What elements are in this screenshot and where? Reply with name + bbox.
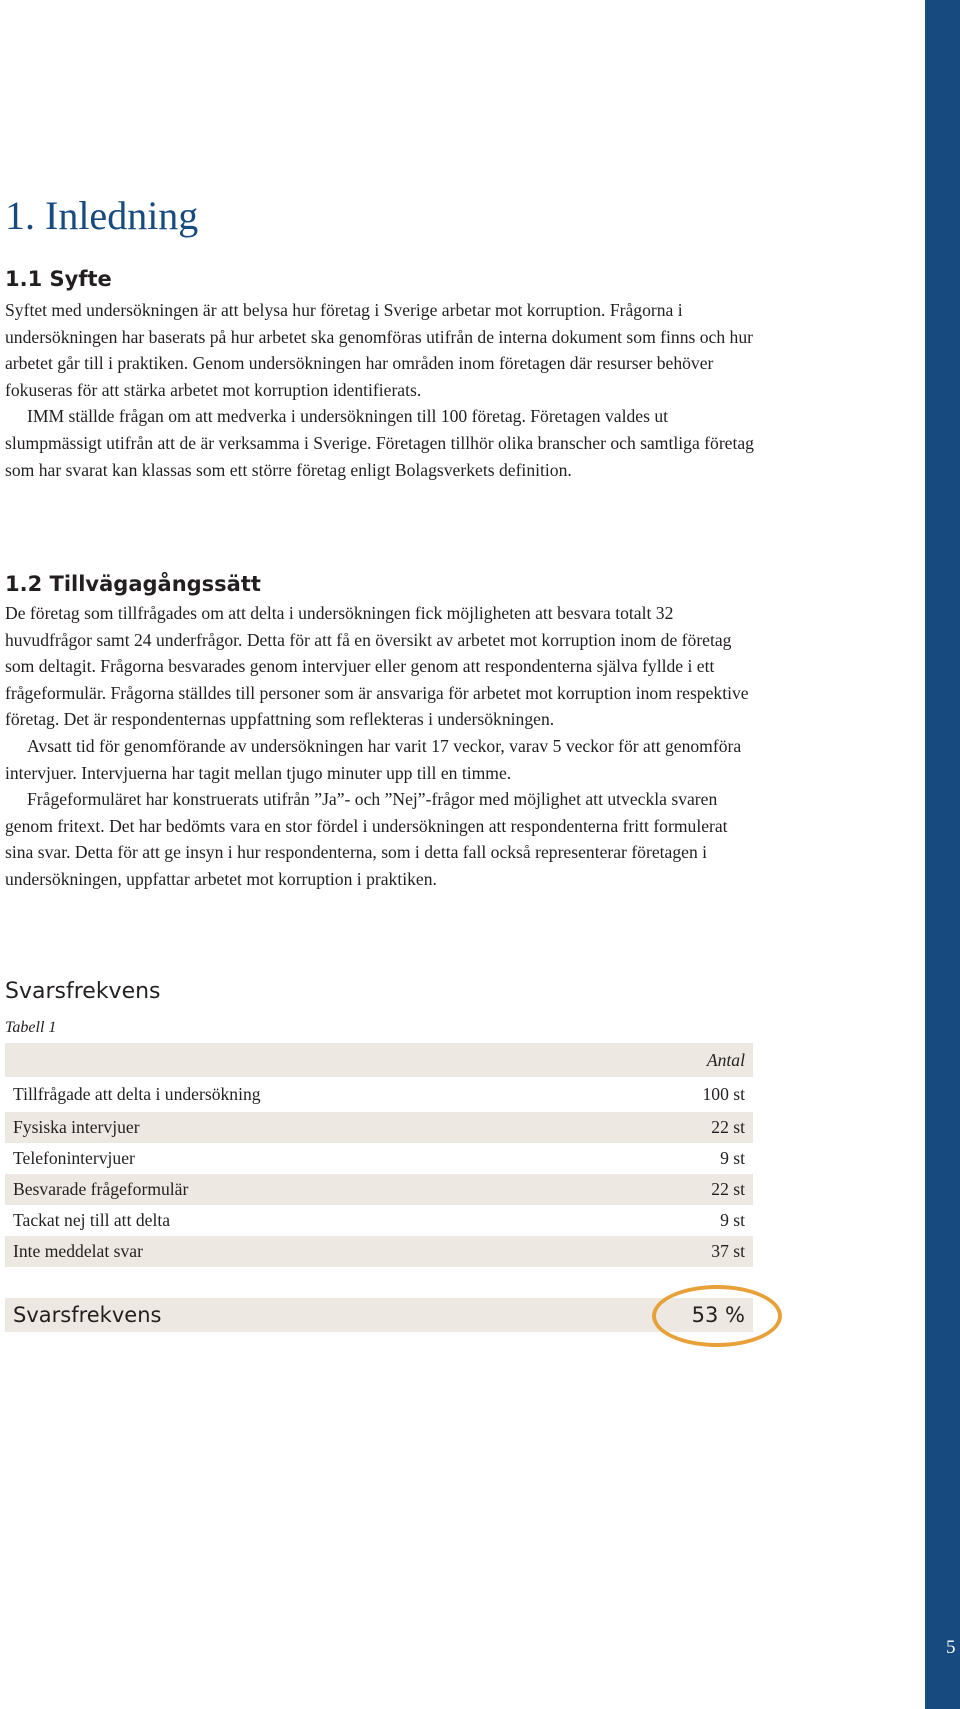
summary-label: Svarsfrekvens — [13, 1303, 162, 1327]
row-value: 100 st — [702, 1084, 745, 1104]
row-label: Fysiska intervjuer — [13, 1117, 140, 1137]
row-value: 22 st — [711, 1117, 745, 1137]
section-heading-syfte: 1.1 Syfte — [5, 267, 112, 291]
paragraph: De företag som tillfrågades om att delta i undersökningen fick möjligheten att besvara totalt 32 huvudfrågor samt 24 underfrågor. Detta för att få en översikt av arbetet mot korruption inom de företag som deltagit. Frågorna besvarades genom intervjuer eller genom att respondenterna själva fyllde i ett frågeformulär. Frågorna ställdes till personer som är ansvariga för arbetet mot korruption inom respektive företag. Det är respondenternas uppfattning som reflekteras i undersökningen. — [5, 603, 749, 730]
table-row — [5, 1143, 753, 1174]
row-label: Tillfrågade att delta i undersökning — [13, 1084, 261, 1104]
column-header-antal: Antal — [706, 1049, 745, 1070]
table-row — [5, 1205, 753, 1236]
row-label: Telefonintervjuer — [13, 1148, 135, 1168]
table-row — [5, 1112, 753, 1143]
section-body-tillvagagangssatt — [5, 600, 755, 893]
paragraph: Avsatt tid för genomförande av undersökningen har varit 17 veckor, varav 5 veckor för att genomföra intervjuer. Intervjuerna har tagit mellan tjugo minuter upp till en timme. — [5, 735, 742, 783]
section-heading-tillvagagangssatt: 1.2 Tillvägagångssätt — [5, 572, 261, 596]
row-value: 9 st — [720, 1148, 745, 1168]
table-row — [5, 1236, 753, 1267]
summary-value: 53 % — [691, 1303, 745, 1327]
page-number: 5 — [946, 1637, 956, 1658]
highlight-circle — [652, 1285, 782, 1347]
table-row — [5, 1174, 753, 1205]
chapter-title: 1. Inledning — [5, 193, 199, 238]
row-label: Besvarade frågeformulär — [13, 1179, 189, 1199]
table-caption: Tabell 1 — [5, 1019, 57, 1036]
table-header-row — [5, 1043, 753, 1077]
row-value: 22 st — [711, 1179, 745, 1199]
section-heading-svarsfrekvens: Svarsfrekvens — [5, 979, 161, 1004]
summary-row — [5, 1298, 753, 1332]
paragraph: IMM ställde frågan om att medverka i undersökningen till 100 företag. Företagen valdes ut slumpmässigt utifrån att de är verksamma i Sverige. Företagen tillhör olika branscher och samtliga företag som har svarat kan klassas som ett större företag enligt Bolagsverkets definition. — [5, 406, 754, 480]
table-row — [5, 1077, 753, 1112]
paragraph: Syftet med undersökningen är att belysa hur företag i Sverige arbetar mot korruption. Frågorna i undersökningen har baserats på hur arbetet ska genomföras utifrån de interna dokument som finns och hur arbetet går till i praktiken. Genom undersökningen har områden inom företagen där resurser behöver fokuseras för att stärka arbetet mot korruption identifierats. — [5, 300, 754, 400]
row-value: 9 st — [720, 1210, 745, 1230]
side-color-bar — [925, 0, 960, 1709]
row-label: Tackat nej till att delta — [13, 1210, 171, 1230]
section-body-syfte — [5, 297, 755, 483]
paragraph: Frågeformuläret har konstruerats utifrån ”Ja”- och ”Nej”-frågor med möjlighet att utveckla svaren genom fritext. Det har bedömts vara en stor fördel i undersökningen att respondenterna fritt formulerat sina svar. Detta för att ge insyn i hur respondenterna, som i detta fall också representerar företagen i undersökningen, uppfattar arbetet mot korruption i praktiken. — [5, 789, 728, 889]
row-value: 37 st — [711, 1241, 745, 1261]
response-rate-table — [5, 1043, 753, 1267]
row-label: Inte meddelat svar — [13, 1241, 143, 1261]
